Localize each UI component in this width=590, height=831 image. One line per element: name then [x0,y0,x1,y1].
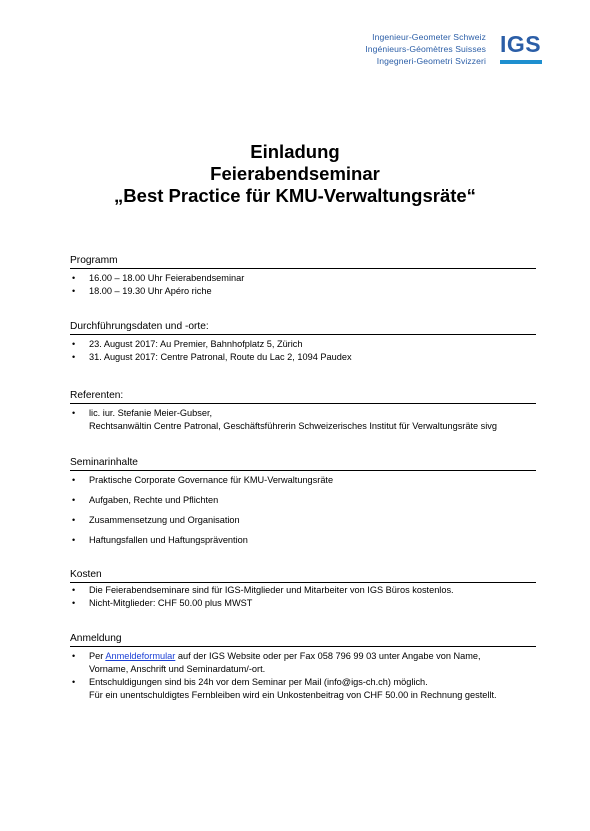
list-item [70,272,536,285]
bullet: • [72,339,76,349]
bullet-list [70,338,536,364]
item-text: Für ein unentschuldigtes Fernbleiben wird ein Unkostenbeitrag von CHF 50.00 in Rechnung gestellt. [89,690,497,700]
bullet-list [70,407,536,433]
logo-underline-bar [500,60,542,64]
section-heading: Anmeldung [70,632,536,647]
title-line-3: „Best Practice für KMU-Verwaltungsräte“ [114,185,476,206]
item-text: Nicht-Mitglieder: CHF 50.00 plus MWST [89,598,253,608]
bullet: • [72,585,76,595]
bullet: • [72,515,76,525]
bullet-list [70,584,536,610]
bullet: • [72,598,76,608]
org-name-fr: Ingénieurs-Géomètres Suisses [365,44,486,54]
section-referenten [70,389,536,433]
item-text: Entschuldigungen sind bis 24h vor dem Seminar per Mail (info@igs-ch.ch) möglich. [89,677,428,687]
list-item [70,494,536,507]
list-item [70,514,536,527]
bullet: • [72,475,76,485]
section-heading: Kosten [70,568,536,583]
list-item [70,534,536,547]
item-text: 23. August 2017: Au Premier, Bahnhofplatz 5, Zürich [89,339,303,349]
list-item [70,285,536,298]
item-text [89,650,536,663]
bullet: • [72,495,76,505]
igs-logo [500,31,540,67]
item-text: lic. iur. Stefanie Meier-Gubser, [89,408,213,418]
bullet: • [72,651,76,661]
bullet: • [72,352,76,362]
item-text: Zusammensetzung und Organisation [89,515,240,525]
section-heading: Referenten: [70,389,536,404]
bullet: • [72,286,76,296]
section-programm [70,254,536,298]
document-title [0,141,590,207]
bullet: • [72,408,76,418]
title-line-2: Feierabendseminar [210,163,380,184]
anmeldeformular-link[interactable]: Anmeldeformular [105,651,176,661]
organisation-names [365,31,486,67]
item-text: Haftungsfallen und Haftungsprävention [89,535,248,545]
section-kosten [70,568,536,610]
bullet-list [70,474,536,547]
list-item [70,597,536,610]
item-text: 31. August 2017: Centre Patronal, Route du Lac 2, 1094 Paudex [89,352,352,362]
section-seminarinhalte [70,456,536,554]
item-prefix: Per [89,651,106,661]
list-item [70,676,536,702]
section-daten [70,320,536,364]
item-text: 18.00 – 19.30 Uhr Apéro riche [89,286,212,296]
item-text: 16.00 – 18.00 Uhr Feierabendseminar [89,273,245,283]
bullet-list [70,272,536,298]
item-text: Vorname, Anschrift und Seminardatum/-ort. [89,664,266,674]
bullet: • [72,273,76,283]
bullet: • [72,535,76,545]
list-item [70,338,536,351]
item-text: Aufgaben, Rechte und Pflichten [89,495,219,505]
bullet: • [72,677,76,687]
igs-logo-block [365,31,540,67]
org-name-it: Ingegneri-Geometri Svizzeri [376,56,486,66]
section-anmeldung [70,632,536,702]
item-text: Praktische Corporate Governance für KMU-Verwaltungsräte [89,475,334,485]
item-text: Die Feierabendseminare sind für IGS-Mitglieder und Mitarbeiter von IGS Büros kostenlos. [89,585,454,595]
list-item [70,650,536,676]
org-name-de: Ingenieur-Geometer Schweiz [372,32,486,42]
section-heading: Programm [70,254,536,269]
logo-text: IGS [500,31,542,57]
item-rest: auf der IGS Website oder per Fax 058 796 99 03 unter Angabe von Name, [175,651,481,661]
item-text: Rechtsanwältin Centre Patronal, Geschäftsführerin Schweizerisches Institut für Verwaltungsräte sivg [89,421,498,431]
title-line-1: Einladung [250,141,340,162]
bullet-list [70,650,536,702]
list-item [70,351,536,364]
section-heading: Seminarinhalte [70,456,536,471]
list-item [70,584,536,597]
list-item [70,474,536,487]
list-item [70,407,536,433]
section-heading: Durchführungsdaten und -orte: [70,320,536,335]
